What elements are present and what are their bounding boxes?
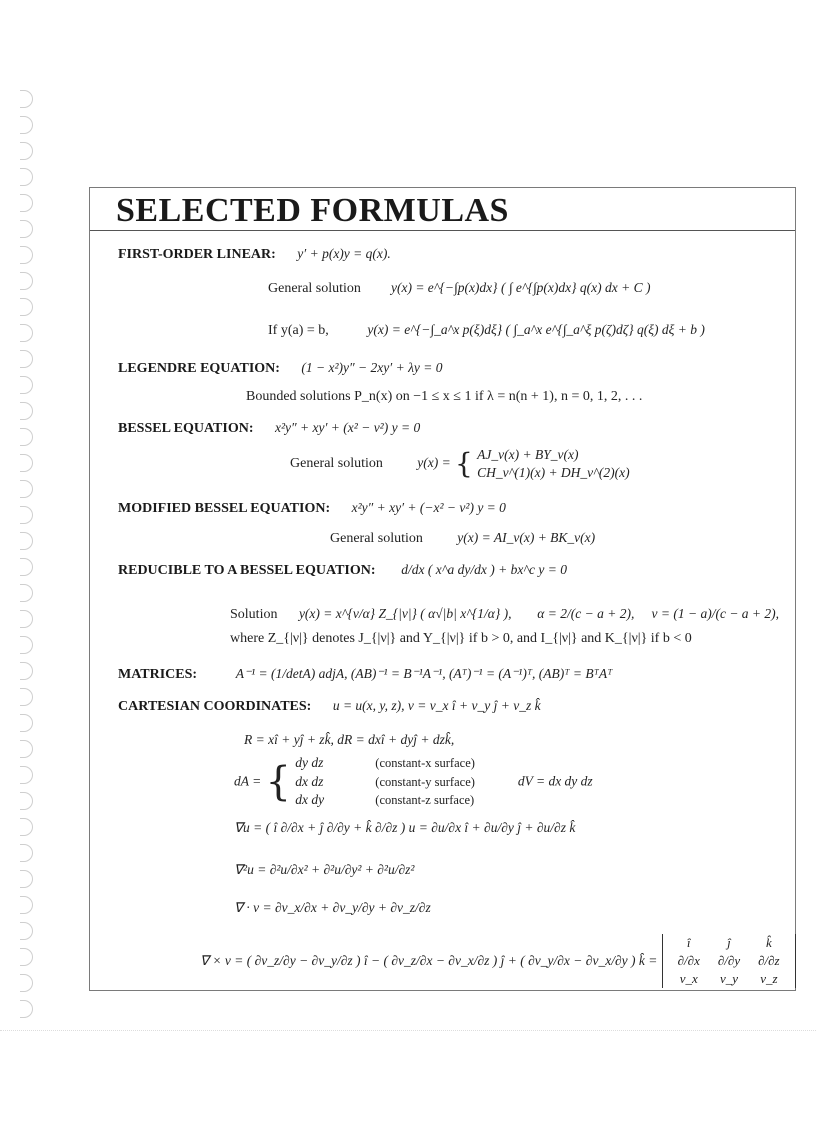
cartesian-position [244,732,454,748]
first-order-ivp-label: If y(a) = b, [268,323,329,338]
cartesian-laplacian [234,862,414,878]
title-divider [90,230,795,231]
reducible-note [230,630,692,647]
curl-matrix-cell: ∂/∂y [717,953,741,968]
laplacian-formula: ∇²u = ∂²u/∂x² + ∂²u/∂y² + ∂²u/∂z² [234,862,415,877]
dA-case-3: dx dy (constant-z surface) [295,792,475,808]
dV-formula: dV = dx dy dz [517,773,593,789]
bessel-general-label: General solution [290,456,383,472]
reducible-note-text: where Z_{|ν|} denotes J_{|ν|} and Y_{|ν|} if b > 0, and I_{|ν|} and K_{|ν|} if b < 0 [230,631,692,646]
reducible-alpha: α = 2/(c − a + 2), [537,606,635,621]
cartesian-heading: CARTESIAN COORDINATES: [118,699,312,714]
modified-bessel-general [330,530,595,547]
curl-determinant [662,934,796,988]
gradient-formula: ∇u = ( î ∂/∂x + ĵ ∂/∂y + k̂ ∂/∂z ) u = ∂u/∂x î + ∂u/∂y ĵ + ∂u/∂z k̂ [234,820,576,835]
dA-lhs: dA = [234,773,262,789]
curl-formula: ∇ × v = ( ∂v_z/∂y − ∂v_y/∂z ) î − ( ∂v_z/∂x − ∂v_x/∂z ) ĵ + ( ∂v_y/∂x − ∂v_x/∂y ) k̂ = [200,953,658,968]
modified-bessel-heading: MODIFIED BESSEL EQUATION: [118,501,331,516]
cartesian-equation: u = u(x, y, z), v = v_x î + v_y ĵ + v_z k̂ [332,698,541,713]
cartesian-divergence [234,900,431,916]
first-order-ivp [268,322,705,339]
dA-case-2: dx dz (constant-y surface) [295,773,475,789]
curl-matrix-cell: v_z [760,971,778,986]
dA-brace: { [265,758,291,805]
modified-bessel-section [118,500,506,517]
modified-bessel-general-label: General solution [330,531,423,546]
bessel-cases [477,446,629,481]
matrices-heading: MATRICES: [118,667,198,682]
matrices-section [118,666,612,683]
legendre-heading: LEGENDRE EQUATION: [118,361,280,376]
cartesian-area-element [234,754,593,810]
bessel-heading: BESSEL EQUATION: [118,421,254,436]
reducible-solution-label: Solution [230,607,278,622]
modified-bessel-formula: y(x) = AI_ν(x) + BK_ν(x) [457,530,596,545]
curl-matrix-cell: ∂/∂x [677,953,700,968]
first-order-equation: y′ + p(x)y = q(x). [297,246,391,261]
first-order-general-formula: y(x) = e^{−∫p(x)dx} ( ∫ e^{∫p(x)dx} q(x) dx + C ) [390,280,651,295]
curl-matrix-cell: v_x [679,971,698,986]
dA-cases [295,754,475,810]
bessel-case-2: CH_ν^(1)(x) + DH_ν^(2)(x) [477,464,630,480]
reducible-solution-formula: y(x) = x^{ν/α} Z_{|ν|} ( α√|b| x^{1/α} ), [298,606,512,621]
curl-matrix-cell: k̂ [765,935,772,950]
first-order-heading: FIRST-ORDER LINEAR: [118,247,276,262]
bessel-brace: { [455,447,473,481]
first-order-ivp-formula: y(x) = e^{−∫_a^x p(ξ)dξ} ( ∫_a^x e^{∫_a^ξ p(ζ)dζ} q(ξ) dξ + b ) [367,322,705,337]
legendre-note-text: Bounded solutions P_n(x) on −1 ≤ x ≤ 1 if λ = n(n + 1), n = 0, 1, 2, . . . [246,389,643,404]
legendre-note [246,388,642,405]
matrices-formula: A⁻¹ = (1/detA) adjA, (AB)⁻¹ = B⁻¹A⁻¹, (Aᵀ)⁻¹ = (A⁻¹)ᵀ, (AB)ᵀ = BᵀAᵀ [235,666,613,681]
bessel-case-1: AJ_ν(x) + BY_ν(x) [477,447,579,462]
reducible-heading: REDUCIBLE TO A BESSEL EQUATION: [118,563,376,578]
legendre-section [118,360,443,377]
curl-matrix-cell: ĵ [727,935,731,950]
bottom-divider [0,1030,816,1031]
reducible-nu: ν = (1 − a)/(c − a + 2), [651,606,780,621]
bessel-lhs: y(x) = [417,455,451,471]
formula-sheet-frame [89,187,796,991]
first-order-section [118,246,391,263]
first-order-general [268,280,651,297]
reducible-equation: d/dx ( x^a dy/dx ) + bx^c y = 0 [401,562,567,577]
first-order-general-label: General solution [268,281,361,296]
curl-matrix-cell: î [686,935,691,950]
bessel-section [118,420,420,437]
divergence-formula: ∇ · v = ∂v_x/∂x + ∂v_y/∂y + ∂v_z/∂z [234,900,431,915]
cartesian-position-formula: R = xî + yĵ + zk̂, dR = dxî + dyĵ + dzk̂, [244,732,455,747]
curl-matrix-cell: v_y [719,971,738,986]
page-title: SELECTED FORMULAS [116,192,509,229]
bessel-general [290,446,630,481]
modified-bessel-equation: x²y″ + xy′ + (−x² − ν²) y = 0 [351,500,506,515]
cartesian-gradient [234,820,575,836]
reducible-solution [230,606,779,623]
cartesian-section [118,698,541,715]
curl-matrix-cell: ∂/∂z [758,953,780,968]
dA-case-1: dy dz (constant-x surface) [295,755,475,770]
reducible-section [118,562,567,579]
legendre-equation: (1 − x²)y″ − 2xy′ + λy = 0 [301,360,443,375]
binding-holes [8,90,38,1030]
cartesian-curl [200,934,796,988]
bessel-equation: x²y″ + xy′ + (x² − ν²) y = 0 [274,420,421,435]
